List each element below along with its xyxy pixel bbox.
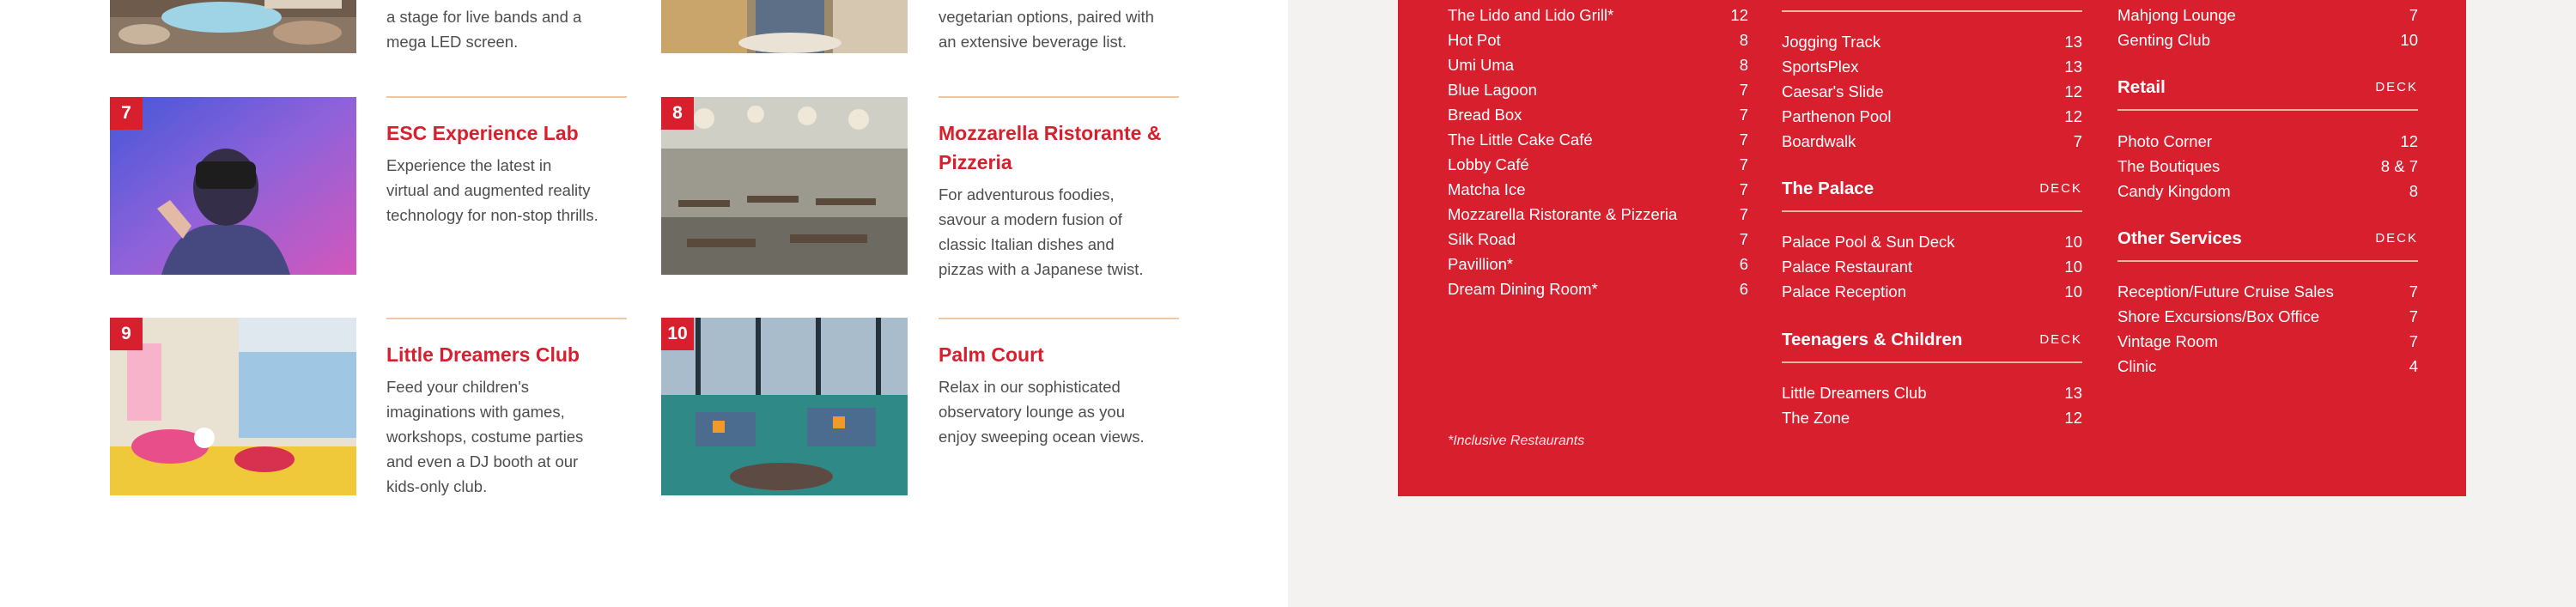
little-dreamers-club-photo [110, 318, 356, 495]
list-item: Candy Kingdom 8 [2117, 182, 2418, 200]
list-item: Palace Reception 10 [1782, 282, 2082, 300]
deck-directory-panel [1398, 0, 2466, 496]
list-item: Palace Restaurant 10 [1782, 258, 2082, 276]
divider [386, 96, 627, 98]
card-description: Experience the latest in virtual and augmented reality technology for non-stop thrills. [386, 156, 598, 224]
card-description: Relax in our sophisticated observatory lounge as you enjoy sweeping ocean views. [939, 378, 1145, 446]
section-title-retail: Retail [2117, 77, 2166, 97]
esc-experience-lab-photo [110, 97, 356, 275]
list-item: Caesar's Slide 12 [1782, 82, 2082, 100]
list-item: SportsPlex 13 [1782, 58, 2082, 76]
section-title-the-palace: The Palace [1782, 179, 1874, 198]
list-item: Boardwalk 7 [1782, 132, 2082, 150]
card-title: Mozzarella Ristorante & Pizzeria [939, 122, 1162, 173]
card-title: Palm Court [939, 343, 1044, 366]
divider [1782, 361, 2082, 363]
list-item: Little Dreamers Club 13 [1782, 384, 2082, 402]
list-item: Pavillion* 6 [1448, 255, 1748, 273]
card-number-badge: 10 [661, 318, 694, 350]
restaurant-photo [661, 0, 908, 53]
pool-deck-photo [110, 0, 356, 53]
list-item: Jogging Track 13 [1782, 33, 2082, 51]
divider [386, 318, 627, 319]
list-item: Lobby Café 7 [1448, 155, 1748, 173]
card-description: Feed your children's imaginations with games, workshops, costume parties and even a DJ booth at our kids-only club. [386, 378, 584, 495]
list-item: Parthenon Pool 12 [1782, 107, 2082, 125]
card-description: For adventurous foodies, savour a modern fusion of classic Italian dishes and pizzas with a Japanese twist. [939, 185, 1144, 278]
divider [1782, 10, 2082, 12]
list-item: Dream Dining Room* 6 [1448, 280, 1748, 298]
mozzarella-restaurant-photo [661, 97, 908, 275]
list-item: Bread Box 7 [1448, 106, 1748, 124]
list-item: Mahjong Lounge 7 [2117, 6, 2418, 24]
list-item: Vintage Room 7 [2117, 332, 2418, 350]
deck-label: DECK [2375, 231, 2418, 246]
card-number-badge: 7 [110, 97, 143, 130]
list-item: Silk Road 7 [1448, 230, 1748, 248]
divider [939, 96, 1179, 98]
divider [939, 318, 1179, 319]
list-item: Photo Corner 12 [2117, 132, 2418, 150]
card-title: Little Dreamers Club [386, 343, 580, 366]
palm-court-photo [661, 318, 908, 495]
card-5-text: a stage for live bands and a mega LED screen. [386, 8, 582, 51]
list-item: The Boutiques 8 & 7 [2117, 157, 2418, 175]
list-item: Hot Pot 8 [1448, 31, 1748, 49]
list-item: Palace Pool & Sun Deck 10 [1782, 233, 2082, 251]
list-item: Genting Club 10 [2117, 31, 2418, 49]
divider [2117, 109, 2418, 111]
card-number-badge: 8 [661, 97, 694, 130]
list-item: Umi Uma 8 [1448, 56, 1748, 74]
list-item: Matcha Ice 7 [1448, 180, 1748, 198]
list-item: The Lido and Lido Grill* 12 [1448, 6, 1748, 24]
divider [2117, 260, 2418, 262]
deck-label: DECK [2039, 181, 2082, 196]
card-6-text: vegetarian options, paired with an extensive beverage list. [939, 8, 1154, 51]
deck-label: DECK [2375, 80, 2418, 94]
section-title-other-services: Other Services [2117, 228, 2242, 248]
card-title: ESC Experience Lab [386, 122, 579, 144]
list-item: Blue Lagoon 7 [1448, 81, 1748, 99]
list-item: The Little Cake Café 7 [1448, 131, 1748, 149]
footnote: *Inclusive Restaurants [1448, 434, 1585, 448]
list-item: Reception/Future Cruise Sales 7 [2117, 282, 2418, 300]
divider [1782, 210, 2082, 212]
list-item: Shore Excursions/Box Office 7 [2117, 307, 2418, 325]
section-title-teenagers-children: Teenagers & Children [1782, 330, 1963, 349]
list-item: Clinic 4 [2117, 357, 2418, 375]
card-number-badge: 9 [110, 318, 143, 350]
list-item: The Zone 12 [1782, 409, 2082, 427]
deck-label: DECK [2039, 332, 2082, 347]
list-item: Mozzarella Ristorante & Pizzeria 7 [1448, 205, 1748, 223]
